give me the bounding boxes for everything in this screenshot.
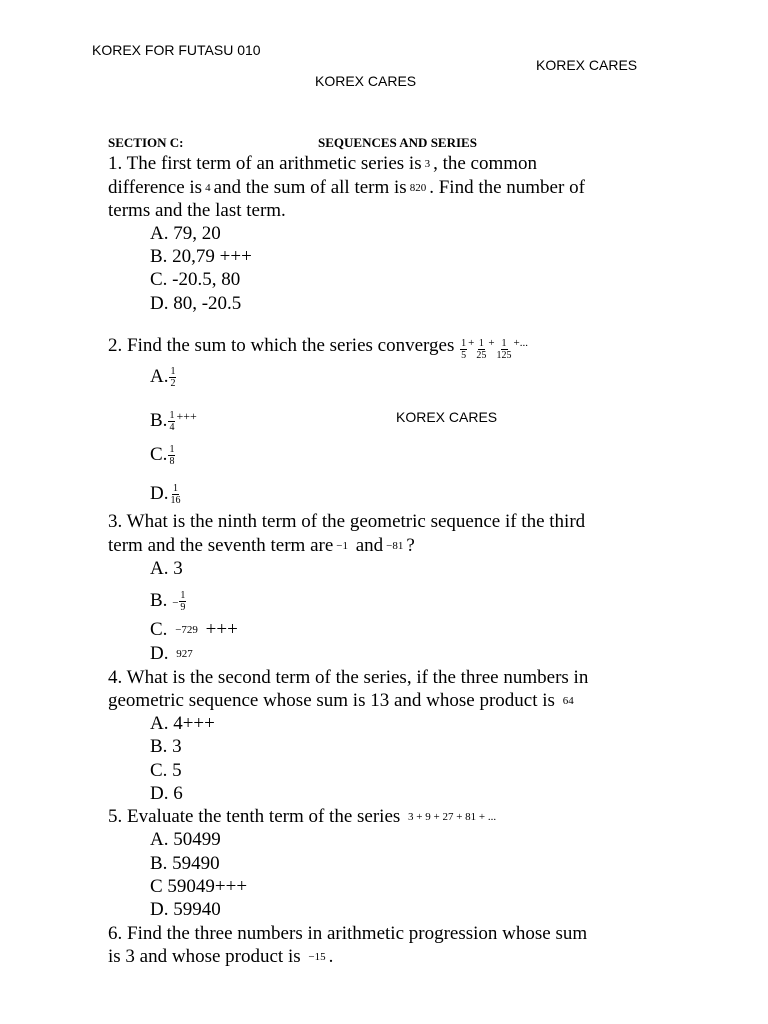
q1-text: , the common xyxy=(433,153,538,174)
q3-line-2: term and the seventh term are −1 and −81 ? xyxy=(108,535,415,556)
q4-option-a: A. 4+++ xyxy=(150,713,215,734)
q2-option-b-fraction: $\frac{1}{4}$ xyxy=(169,410,175,434)
q3-option-b-fraction: $\frac{1}{9}$ xyxy=(180,590,186,614)
q1-line-2 xyxy=(108,177,585,199)
header-center: KOREX CARES xyxy=(315,73,417,89)
q1-text: and the sum of all term is xyxy=(213,177,407,198)
q1-line-1 xyxy=(108,153,537,175)
q6-line-2: is 3 and whose product is −15 . xyxy=(108,946,334,967)
q1-text: . Find the number of xyxy=(429,177,585,198)
q1-text: 1. The first term of an arithmetic series is xyxy=(108,153,422,174)
header-right: KOREX CARES xyxy=(536,57,638,73)
q3-option-c: C. −729 +++ xyxy=(150,619,238,640)
q6-line-1: 6. Find the three numbers in arithmetic progression whose sum xyxy=(108,923,588,944)
section-title: SEQUENCES AND SERIES xyxy=(318,135,477,150)
q4-option-c: C. 5 xyxy=(150,760,182,781)
section-label: SECTION C: xyxy=(108,135,184,150)
q2-option-d-fraction: $\frac{1}{16}$ xyxy=(170,483,181,507)
q1-option-c: C. -20.5, 80 xyxy=(150,269,241,290)
q2-option-c: C. $\frac{1}{8}$ xyxy=(150,444,175,468)
q3-math-third-term: −1 xyxy=(336,540,348,552)
q3-option-a: A. 3 xyxy=(150,558,183,579)
watermark-text: KOREX CARES xyxy=(396,409,498,425)
q5-math-series: 3 + 9 + 27 + 81 + ... xyxy=(408,811,497,823)
q2-option-d: D. $\frac{1}{16}$ xyxy=(150,483,181,507)
q5-line-1: 5. Evaluate the tenth term of the series 3 + 9 + 27 + 81 + ... xyxy=(108,806,497,827)
q2-option-b: B. $\frac{1}{4}$ +++ xyxy=(150,409,197,434)
q4-line-1: 4. What is the second term of the series, if the three numbers in xyxy=(108,667,589,688)
q1-line-3: terms and the last term. xyxy=(108,200,286,221)
q2-series-expression: $\frac{1}{5}$ + $\frac{1}{25}$ + $\frac{1}{125}$ +... xyxy=(461,337,528,362)
q2-option-a-fraction: $\frac{1}{2}$ xyxy=(170,366,176,390)
q1-option-b: B. 20,79 +++ xyxy=(150,246,252,267)
q5-option-c: C 59049+++ xyxy=(150,876,248,897)
q2-line-1 xyxy=(108,332,528,361)
q2-option-a: A. $\frac{1}{2}$ xyxy=(150,366,176,390)
q5-option-b: B. 59490 xyxy=(150,853,220,874)
q2-text: 2. Find the sum to which the series converges xyxy=(108,334,455,356)
q1-math-sum: 820 xyxy=(409,182,427,194)
q5-option-d: D. 59940 xyxy=(150,899,221,920)
q6-math-product: −15 xyxy=(308,951,326,963)
q1-text: difference is xyxy=(108,177,203,198)
q2-option-c-fraction: $\frac{1}{8}$ xyxy=(169,444,175,468)
q3-option-b: B. − $\frac{1}{9}$ xyxy=(150,590,186,614)
q3-math-seventh-term: −81 xyxy=(386,540,404,552)
q1-option-d: D. 80, -20.5 xyxy=(150,293,242,314)
q1-math-difference: 4 xyxy=(205,182,211,194)
q5-option-a: A. 50499 xyxy=(150,829,221,850)
header-left: KOREX FOR FUTASU 010 xyxy=(92,42,261,58)
q4-option-b: B. 3 xyxy=(150,736,182,757)
q1-math-first-term: 3 xyxy=(424,158,431,170)
q4-option-d: D. 6 xyxy=(150,783,183,804)
q3-line-1: 3. What is the ninth term of the geometric sequence if the third xyxy=(108,511,586,532)
q1-option-a: A. 79, 20 xyxy=(150,223,221,244)
q4-math-product: 64 xyxy=(562,695,574,707)
q4-line-2: geometric sequence whose sum is 13 and whose product is 64 xyxy=(108,690,574,711)
q3-option-d: D. 927 xyxy=(150,643,193,664)
